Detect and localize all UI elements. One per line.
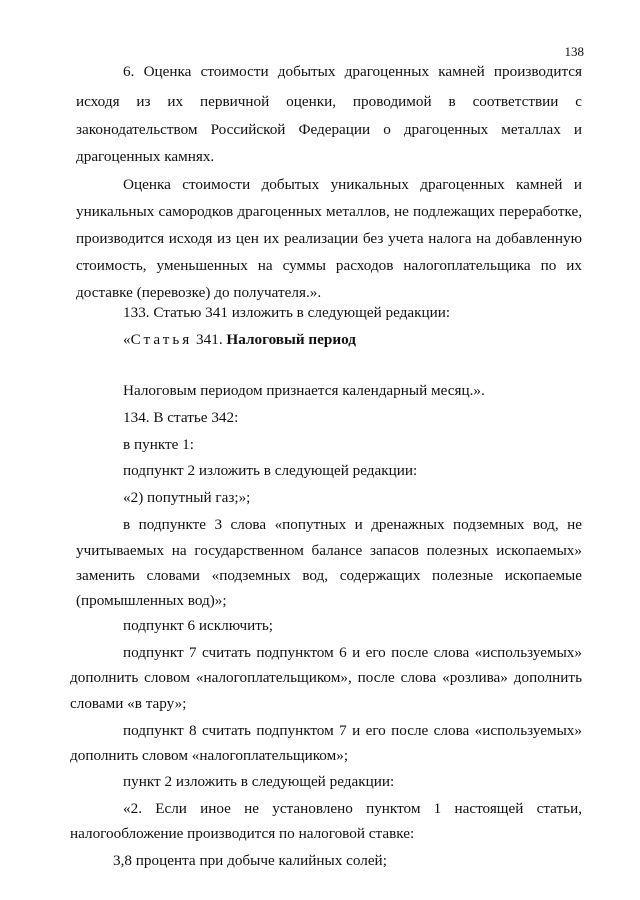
text-line: словами «в тару»; bbox=[70, 695, 187, 712]
text-line: учитываемых на государственном балансе запасов полезных ископаемых» bbox=[76, 542, 582, 559]
text-line: дополнить словом «налогоплательщиком», после слова «розлива» дополнить bbox=[70, 669, 582, 686]
article-title: Налоговый период bbox=[226, 331, 356, 348]
text-line: подпункт 6 исключить; bbox=[123, 617, 274, 634]
text-line: 133. Статью 341 изложить в следующей редакции: bbox=[123, 304, 451, 321]
text-line: 3,8 процента при добыче калийных солей; bbox=[113, 852, 387, 869]
quote-open: « bbox=[123, 331, 131, 348]
text-line: в подпункте 3 слова «попутных и дренажных подземных вод, не bbox=[123, 516, 582, 533]
article-heading bbox=[123, 330, 582, 350]
text-line: заменить словами «подземных вод, содержащих полезные ископаемые bbox=[76, 567, 582, 584]
text-line: драгоценных камнях. bbox=[76, 148, 215, 165]
text-line: подпункт 8 считать подпунктом 7 и его после слова «используемых» bbox=[123, 722, 582, 739]
article-number: 341. bbox=[192, 331, 227, 348]
text-line: пункт 2 изложить в следующей редакции: bbox=[123, 773, 395, 790]
text-line: исходя из их первичной оценки, проводимой в соответствии с bbox=[76, 93, 582, 110]
text-line: 134. В статье 342: bbox=[123, 409, 239, 426]
text-line: уникальных самородков драгоценных металлов, не подлежащих переработке, bbox=[76, 203, 582, 220]
text-line: подпункт 2 изложить в следующей редакции: bbox=[123, 462, 418, 479]
text-line: Оценка стоимости добытых уникальных драгоценных камней и bbox=[123, 176, 582, 193]
text-line: дополнить словом «налогоплательщиком»; bbox=[70, 747, 349, 764]
text-line: производится исходя из цен их реализации без учета налога на добавленную bbox=[76, 230, 582, 247]
text-line: «2) попутный газ;»; bbox=[123, 489, 251, 506]
text-line: законодательством Российской Федерации о драгоценных металлах и bbox=[76, 121, 582, 138]
text-line: 6. Оценка стоимости добытых драгоценных камней производится bbox=[123, 63, 582, 80]
text-line: подпункт 7 считать подпунктом 6 и его после слова «используемых» bbox=[123, 644, 582, 661]
text-line: налогообложение производится по налоговой ставке: bbox=[70, 825, 415, 842]
text-line: стоимость, уменьшенных на суммы расходов налогоплательщика по их bbox=[76, 257, 582, 274]
text-line: доставке (перевозке) до получателя.». bbox=[76, 284, 322, 301]
article-word: Статья bbox=[130, 331, 193, 348]
text-line: «2. Если иное не установлено пунктом 1 настоящей статьи, bbox=[123, 800, 582, 817]
page-number: 138 bbox=[564, 44, 584, 59]
text-line: (промышленных вод)»; bbox=[76, 592, 227, 609]
text-line: в пункте 1: bbox=[123, 436, 194, 453]
text-line: Налоговым периодом признается календарный месяц.». bbox=[123, 382, 485, 399]
